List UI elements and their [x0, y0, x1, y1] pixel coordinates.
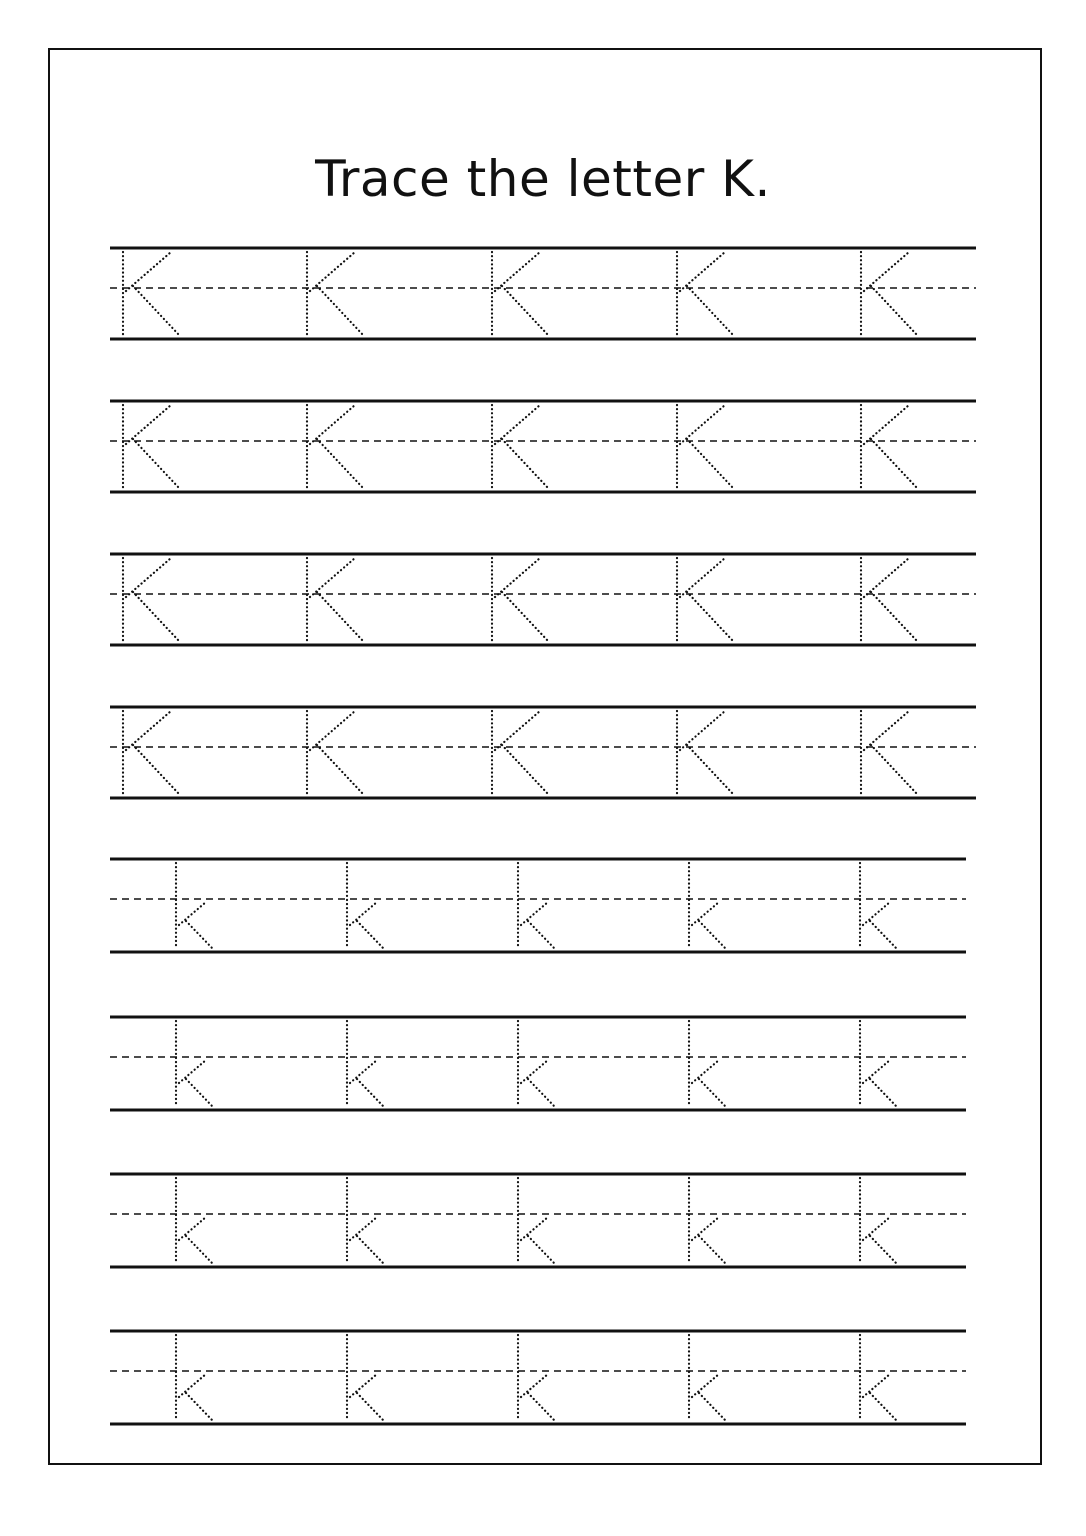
trace-letter-uppercase-k — [123, 252, 179, 335]
trace-letter-lowercase-k — [860, 1178, 896, 1263]
trace-letter-uppercase-k — [861, 405, 917, 488]
trace-stroke — [687, 286, 733, 335]
trace-stroke — [699, 1079, 725, 1106]
trace-stroke — [133, 592, 179, 641]
trace-stroke — [350, 1060, 377, 1083]
trace-stroke — [870, 1393, 896, 1420]
trace-letter-uppercase-k — [492, 711, 548, 794]
trace-stroke — [350, 1374, 377, 1397]
trace-letter-lowercase-k — [518, 1178, 554, 1263]
trace-stroke — [528, 921, 554, 948]
trace-letter-lowercase-k — [347, 1335, 383, 1420]
trace-letter-uppercase-k — [307, 558, 363, 641]
trace-letter-uppercase-k — [861, 711, 917, 794]
worksheet-title: Trace the letter K. — [315, 150, 771, 208]
trace-stroke — [179, 1217, 206, 1240]
trace-letter-lowercase-k — [860, 863, 896, 948]
trace-stroke — [692, 902, 719, 925]
trace-letter-uppercase-k — [861, 252, 917, 335]
trace-letter-lowercase-k — [518, 1021, 554, 1106]
trace-letter-uppercase-k — [492, 405, 548, 488]
trace-stroke — [521, 1374, 548, 1397]
trace-letter-uppercase-k — [677, 405, 733, 488]
lowercase-row — [110, 1017, 966, 1110]
trace-stroke — [179, 1060, 206, 1083]
uppercase-row — [110, 707, 976, 798]
uppercase-rows — [110, 248, 976, 798]
trace-stroke — [502, 439, 548, 488]
trace-letter-uppercase-k — [123, 558, 179, 641]
trace-stroke — [699, 921, 725, 948]
trace-letter-lowercase-k — [347, 1178, 383, 1263]
trace-letter-lowercase-k — [689, 1178, 725, 1263]
trace-stroke — [502, 592, 548, 641]
trace-stroke — [687, 439, 733, 488]
trace-stroke — [521, 1217, 548, 1240]
trace-letter-uppercase-k — [677, 252, 733, 335]
trace-stroke — [863, 902, 890, 925]
trace-letter-lowercase-k — [176, 1021, 212, 1106]
trace-stroke — [692, 1374, 719, 1397]
trace-stroke — [687, 592, 733, 641]
trace-stroke — [521, 1060, 548, 1083]
trace-letter-lowercase-k — [689, 863, 725, 948]
trace-letter-uppercase-k — [123, 405, 179, 488]
trace-letter-uppercase-k — [492, 558, 548, 641]
trace-letter-uppercase-k — [677, 558, 733, 641]
trace-stroke — [350, 902, 377, 925]
trace-stroke — [357, 921, 383, 948]
trace-letter-lowercase-k — [689, 1335, 725, 1420]
trace-stroke — [692, 1060, 719, 1083]
trace-letter-uppercase-k — [307, 405, 363, 488]
trace-letter-lowercase-k — [176, 1335, 212, 1420]
trace-letter-lowercase-k — [347, 1021, 383, 1106]
trace-stroke — [863, 1374, 890, 1397]
trace-letter-uppercase-k — [492, 252, 548, 335]
trace-stroke — [699, 1393, 725, 1420]
trace-letter-lowercase-k — [860, 1335, 896, 1420]
trace-stroke — [502, 286, 548, 335]
trace-stroke — [186, 1236, 212, 1263]
trace-stroke — [871, 286, 917, 335]
trace-stroke — [521, 902, 548, 925]
trace-stroke — [133, 439, 179, 488]
trace-stroke — [870, 921, 896, 948]
trace-stroke — [528, 1079, 554, 1106]
trace-stroke — [692, 1217, 719, 1240]
trace-letter-lowercase-k — [689, 1021, 725, 1106]
trace-stroke — [317, 592, 363, 641]
trace-stroke — [863, 1060, 890, 1083]
trace-letter-lowercase-k — [176, 863, 212, 948]
trace-letter-lowercase-k — [518, 1335, 554, 1420]
trace-letter-uppercase-k — [123, 711, 179, 794]
trace-stroke — [179, 902, 206, 925]
trace-stroke — [357, 1393, 383, 1420]
trace-stroke — [871, 745, 917, 794]
trace-stroke — [528, 1236, 554, 1263]
trace-letter-uppercase-k — [677, 711, 733, 794]
lowercase-row — [110, 1174, 966, 1267]
trace-stroke — [699, 1236, 725, 1263]
trace-stroke — [186, 1079, 212, 1106]
trace-stroke — [357, 1079, 383, 1106]
trace-stroke — [317, 745, 363, 794]
uppercase-row — [110, 554, 976, 645]
trace-stroke — [317, 439, 363, 488]
trace-letter-lowercase-k — [518, 863, 554, 948]
trace-stroke — [186, 1393, 212, 1420]
lowercase-row — [110, 1331, 966, 1424]
lowercase-row — [110, 859, 966, 952]
trace-stroke — [179, 1374, 206, 1397]
trace-letter-lowercase-k — [176, 1178, 212, 1263]
trace-stroke — [133, 745, 179, 794]
trace-letter-lowercase-k — [347, 863, 383, 948]
trace-stroke — [870, 1236, 896, 1263]
trace-stroke — [870, 1079, 896, 1106]
trace-stroke — [133, 286, 179, 335]
trace-letter-lowercase-k — [860, 1021, 896, 1106]
lowercase-rows — [110, 859, 966, 1424]
trace-letter-uppercase-k — [307, 711, 363, 794]
trace-stroke — [528, 1393, 554, 1420]
trace-stroke — [350, 1217, 377, 1240]
trace-letter-uppercase-k — [307, 252, 363, 335]
trace-stroke — [687, 745, 733, 794]
trace-stroke — [863, 1217, 890, 1240]
trace-stroke — [357, 1236, 383, 1263]
trace-letter-uppercase-k — [861, 558, 917, 641]
uppercase-row — [110, 401, 976, 492]
trace-stroke — [186, 921, 212, 948]
trace-stroke — [502, 745, 548, 794]
uppercase-row — [110, 248, 976, 339]
trace-stroke — [317, 286, 363, 335]
trace-stroke — [871, 592, 917, 641]
trace-stroke — [871, 439, 917, 488]
